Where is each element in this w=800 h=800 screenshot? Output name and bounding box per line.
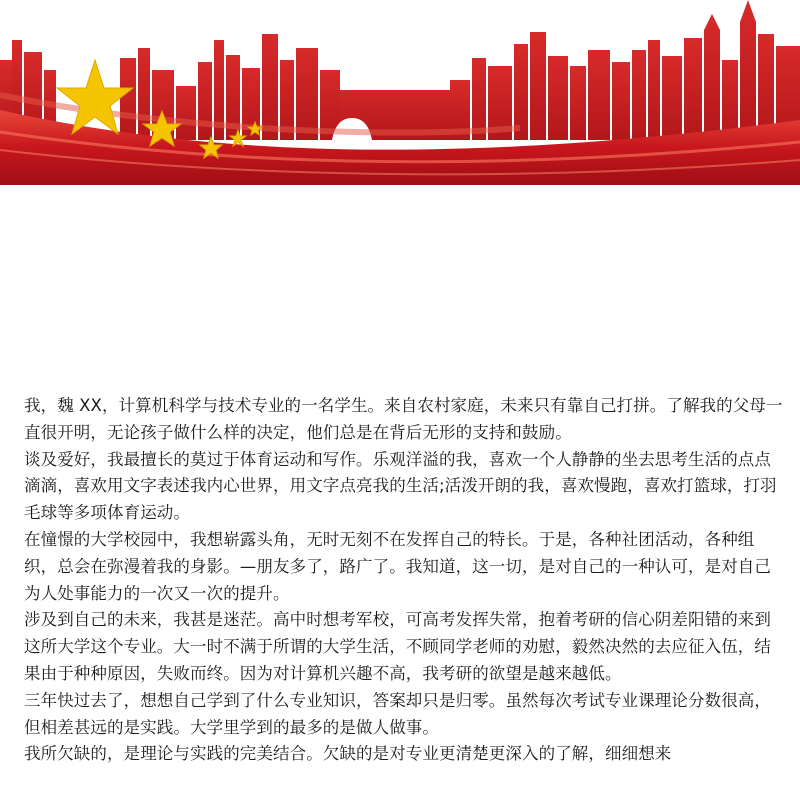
header-banner	[0, 0, 800, 185]
paragraph: 谈及爱好，我最擅长的莫过于体育运动和写作。乐观洋溢的我，喜欢一个人静静的坐去思考生活的点点滴滴，喜欢用文字表述我内心世界，用文字点亮我的生活;活泼开朗的我，喜欢慢跑，喜欢打篮球，打羽毛球等多项体育运动。	[24, 449, 777, 523]
paragraph: 我，魏 XX，计算机科学与技术专业的一名学生。来自农村家庭，未来只有靠自己打拼。了解我的父母一直很开明，无论孩子做什么样的决定，他们总是在背后无形的支持和鼓励。	[24, 396, 783, 442]
paragraph: 我所欠缺的，是理论与实践的完美结合。欠缺的是对专业更清楚更深入的了解，细细想来	[24, 744, 672, 764]
skyline-buildings	[0, 0, 800, 140]
paragraph: 在憧憬的大学校园中，我想崭露头角，无时无刻不在发挥自己的特长。于是，各种社团活动，各种组织，总会在弥漫着我的身影。—朋友多了，路广了。我知道，这一切，是对自己的一种认可，是对自己为人处事能力的一次又一次的提升。	[24, 529, 771, 603]
essay-body	[24, 393, 784, 768]
paragraph: 涉及到自己的未来，我甚是迷茫。高中时想考军校，可高考发挥失常，抱着考研的信心阴差阳错的来到这所大学这个专业。大一时不满于所谓的大学生活，不顾同学老师的劝慰，毅然决然的去应征入伍，结果由于种种原因，失败而终。因为对计算机兴趣不高，我考研的欲望是越来越低。	[24, 610, 771, 683]
paragraph: 三年快过去了，想想自己学到了什么专业知识，答案却只是归零。虽然每次考试专业课理论分数很高，但相差甚远的是实践。大学里学到的最多的是做人做事。	[24, 690, 771, 737]
city-skyline-banner-image	[0, 0, 800, 185]
